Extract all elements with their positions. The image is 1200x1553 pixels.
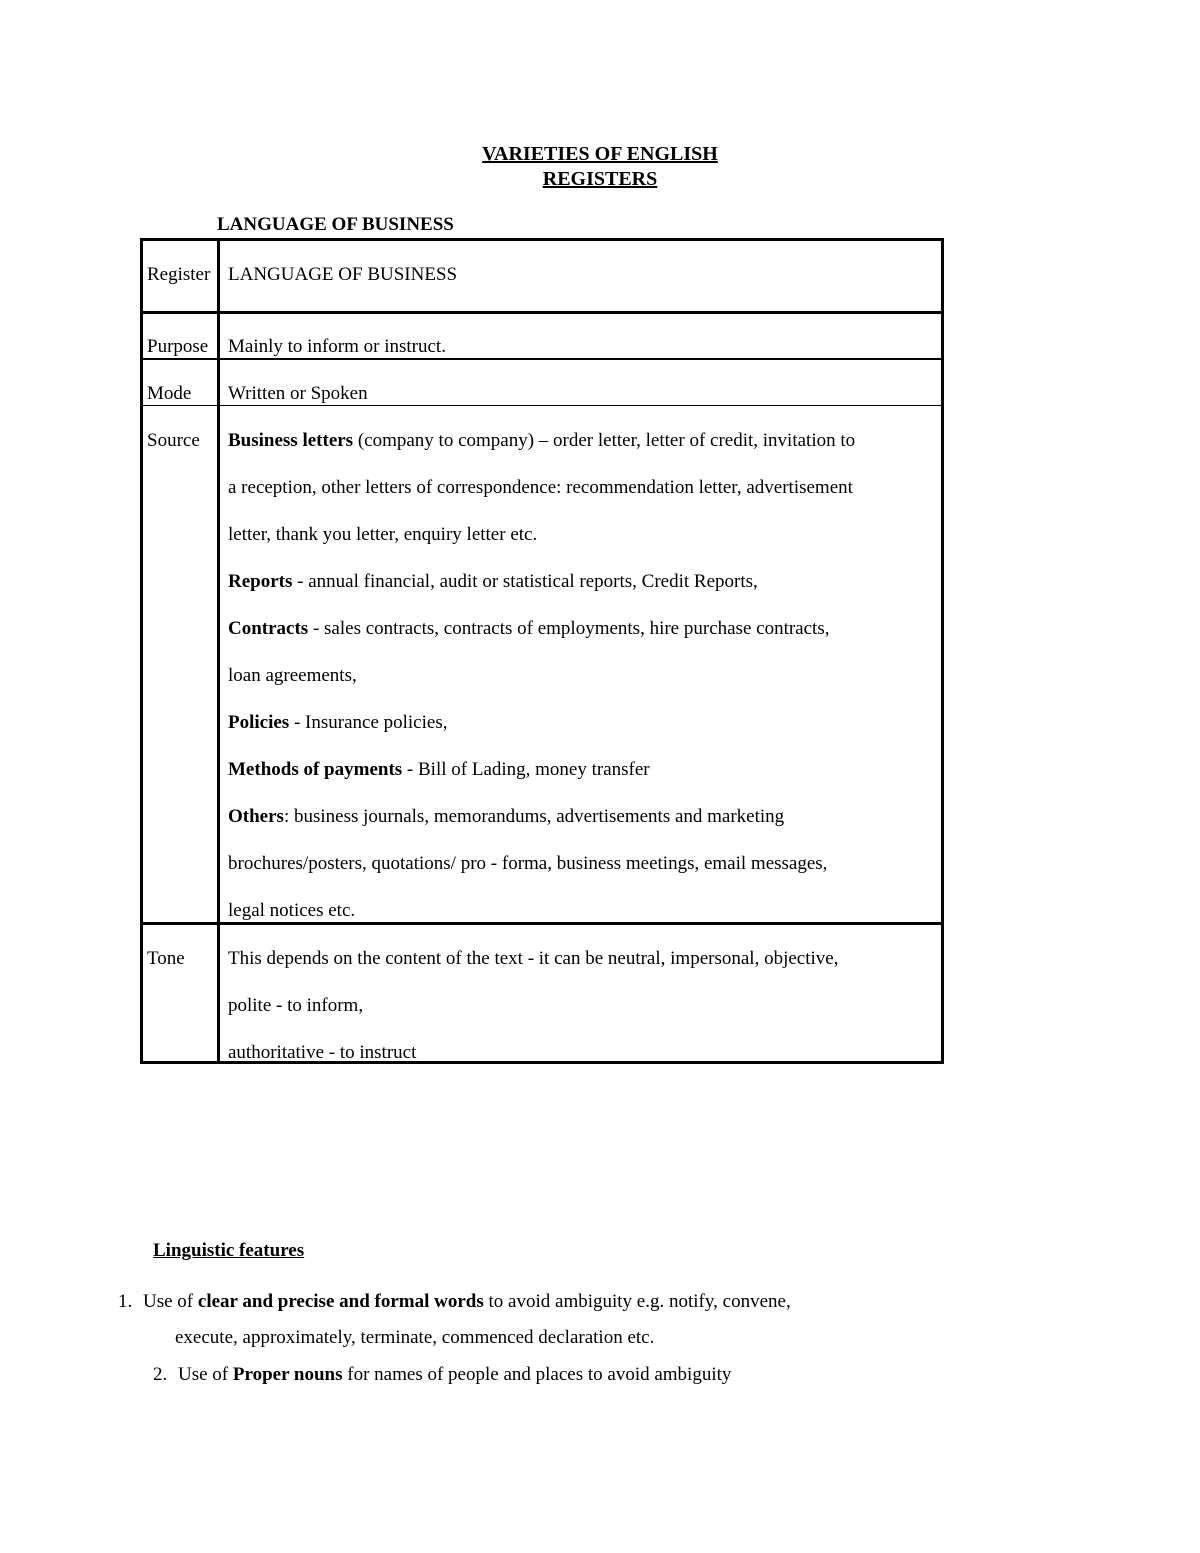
source-line-text: - sales contracts, contracts of employments, hire purchase contracts, (308, 618, 830, 639)
source-line (228, 477, 853, 499)
source-line (228, 712, 447, 734)
source-line-bold: Business letters (228, 430, 354, 451)
source-line-text: - Insurance policies, (289, 712, 448, 733)
list-item-number: 1. (118, 1291, 133, 1312)
source-line-text: letter, thank you letter, enquiry letter etc. (228, 524, 538, 545)
source-line (228, 430, 855, 452)
table-column-divider (217, 241, 220, 1061)
row-value-purpose: Mainly to inform or instruct. (228, 336, 446, 357)
list-item-text-bold: Proper nouns (232, 1364, 343, 1385)
list-item-continuation: execute, approximately, terminate, commenced declaration etc. (175, 1327, 655, 1348)
row-label-source: Source (147, 430, 200, 451)
source-line-bold: Methods of payments (228, 759, 403, 780)
row-label-mode: Mode (147, 383, 192, 404)
list-item-text-post: to avoid ambiguity e.g. notify, convene, (483, 1291, 791, 1312)
table-row-divider (143, 311, 941, 314)
source-line (228, 618, 829, 640)
linguistic-features-heading: Linguistic features (153, 1240, 305, 1261)
register-table (140, 238, 944, 1064)
source-line-text: : business journals, memorandums, advertisements and marketing (283, 806, 785, 827)
source-line (228, 759, 650, 781)
source-line-text: (company to company) – order letter, letter of credit, invitation to (353, 430, 856, 451)
row-label-tone: Tone (147, 948, 185, 969)
list-item-text-bold: clear and precise and formal words (197, 1291, 484, 1312)
list-item-number: 2. (153, 1364, 168, 1385)
row-value-mode: Written or Spoken (228, 383, 368, 404)
source-line-bold: Policies (228, 712, 290, 733)
source-line-text: a reception, other letters of correspondence: recommendation letter, advertisement (228, 477, 853, 498)
document-title: VARIETIES OF ENGLISH (482, 143, 718, 165)
source-line-text: legal notices etc. (228, 900, 356, 921)
row-value-register: LANGUAGE OF BUSINESS (228, 264, 458, 285)
source-line-text: - annual financial, audit or statistical reports, Credit Reports, (292, 571, 758, 592)
tone-line: polite - to inform, (228, 995, 364, 1016)
table-row-divider (143, 405, 941, 406)
list-item (153, 1364, 731, 1386)
source-line-text: loan agreements, (228, 665, 357, 686)
source-line (228, 900, 355, 922)
row-label-register: Register (147, 264, 211, 285)
source-line (228, 524, 537, 546)
source-line-bold: Reports (228, 571, 293, 592)
section-heading: LANGUAGE OF BUSINESS (217, 214, 454, 235)
tone-line: authoritative - to instruct (228, 1042, 417, 1063)
list-item-text-pre: Use of (143, 1291, 198, 1312)
source-line (228, 806, 784, 828)
table-row-divider (143, 922, 941, 925)
source-line-bold: Contracts (228, 618, 309, 639)
list-item-text-pre: Use of (178, 1364, 233, 1385)
source-line (228, 853, 827, 875)
source-line-bold: Others (228, 806, 284, 827)
source-line (228, 571, 758, 593)
document-subtitle: REGISTERS (542, 168, 658, 190)
list-item (118, 1291, 791, 1313)
source-line-text: - Bill of Lading, money transfer (402, 759, 650, 780)
list-item-text-post: for names of people and places to avoid ambiguity (342, 1364, 732, 1385)
row-label-purpose: Purpose (147, 336, 209, 357)
tone-line: This depends on the content of the text - it can be neutral, impersonal, objective, (228, 948, 839, 969)
source-line-text: brochures/posters, quotations/ pro - forma, business meetings, email messages, (228, 853, 828, 874)
table-row-divider (143, 358, 941, 360)
source-line (228, 665, 357, 687)
